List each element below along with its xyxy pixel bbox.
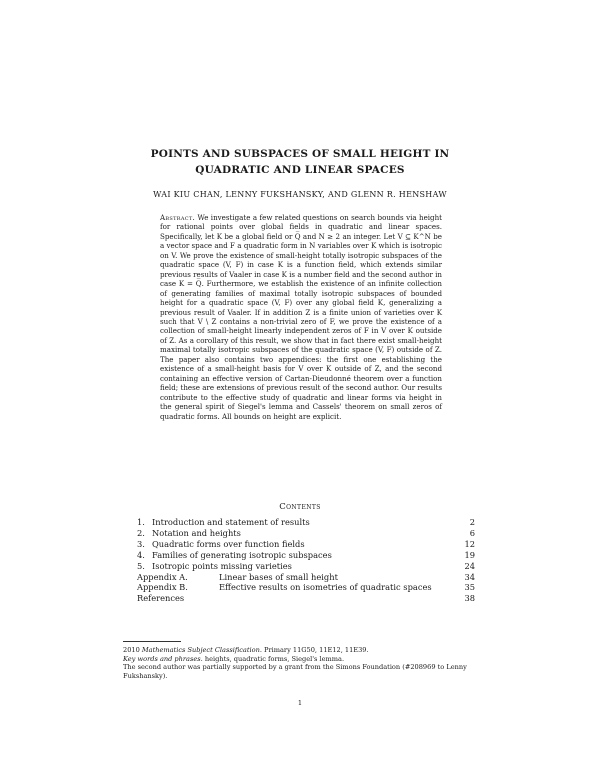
toc-entry-page: 19 [464,549,475,560]
footnotes [123,646,483,680]
title-line-1: POINTS AND SUBSPACES OF SMALL HEIGHT IN [150,148,450,160]
abstract-label: Abstract. [160,213,196,222]
toc-entry [137,539,475,550]
paper-title [100,146,500,178]
footnote-support: The second author was partially supported by a grant from the Simons Foundation (#208969 to Lenny Fukshansky). [123,663,467,680]
toc-appendix-entry [137,572,475,583]
toc-references-entry [137,593,475,604]
toc-entry-number: 5. [137,560,145,571]
contents-heading: Contents [279,502,321,512]
abstract [160,213,442,421]
toc-entry-page: 6 [469,527,475,538]
toc-entry-page: 24 [464,560,475,571]
toc-entry-number: 2. [137,527,145,538]
footnote-msc [123,646,483,655]
toc-appendix-label: Appendix B. [137,582,188,593]
toc-appendix-label: Appendix A. [137,571,188,582]
abstract-text: We investigate a few related questions on search bounds via height for rational points over global fields in quadratic and linear spaces. Specifically, let K be a global field or Q̅ and N ≥ 2 an integer. Let V ⊆ K^N be a vector space and F a quadratic form in N variables over K which is isotropic on V. We prove the existence of small-height totally isotropic subspaces of the quadratic space (V, F) in case K is a function field, which extends similar previous results of Vaaler in case K is a number field and the second author in case K = Q̅. Furthermore, we establish the existence of an infinite collection of generating families of maximal totally isotropic subspaces of bounded height for a quadratic space (V, F) over any global field K, generalizing a previous result of Vaaler. If in addition Z is a finite union of varieties over K such that V \ Z contains a non-trivial zero of F, we prove the existence of a collection of small-height linearly independent zeros of F in V over K outside of Z. As a corollary of this result, we show that in fact there exist small-height maximal totally isotropic subspaces of the quadratic space (V, F) outside of Z. The paper also contains two appendices: the first one establishing the existence of a small-height basis for V over K outside of Z, and the second containing an effective version of Cartan-Dieudonné theorem over a function field; these are extensions of previous result of the second author. Our results contribute to the effective study of quadratic and linear forms via height in the general spirit of Siegel's lemma and Cassels' theorem on small zeros of quadratic forms. All bounds on height are explicit. [160,213,442,421]
toc-entry-page: 12 [464,538,475,549]
toc-references-page: 38 [464,593,475,604]
keywords-text: heights, quadratic forms, Siegel's lemma. [204,654,345,663]
author-list: WAI KIU CHAN, LENNY FUKSHANSKY, AND GLENN R. HENSHAW [153,190,447,199]
msc-label: Mathematics Subject Classification. [141,646,262,654]
msc-year: 2010 [123,646,140,654]
toc-entry-page: 2 [469,517,475,527]
toc-appendix-title: Effective results on isometries of quadratic spaces [219,582,432,593]
toc-appendix-page: 34 [464,571,475,582]
toc-appendix-page: 35 [464,582,475,593]
toc-entry [137,517,475,528]
title-line-2: QUADRATIC AND LINEAR SPACES [195,164,405,176]
toc-entry-number: 3. [137,538,145,549]
toc-entry [137,528,475,539]
msc-text: Primary 11G50, 11E12, 11E39. [264,646,369,654]
toc-entry-number: 1. [137,517,145,527]
page-number: 1 [297,699,303,707]
footnote-rule [123,641,181,642]
keywords-label: Key words and phrases. [123,654,203,663]
table-of-contents [137,517,475,604]
toc-appendix-title: Linear bases of small height [219,571,338,582]
toc-entry-title: Families of generating isotropic subspaces [152,549,332,560]
toc-entry-title: Notation and heights [152,527,241,538]
toc-entry-title: Isotropic points missing varieties [152,560,292,571]
toc-entry-number: 4. [137,549,145,560]
toc-entry-title: Quadratic forms over function fields [152,538,305,549]
toc-entry-title: Introduction and statement of results [152,517,310,527]
toc-entry [137,550,475,561]
toc-entry [137,561,475,572]
footnote-keywords [123,655,483,664]
toc-references-title: References [137,593,185,604]
toc-appendix-entry [137,582,475,593]
